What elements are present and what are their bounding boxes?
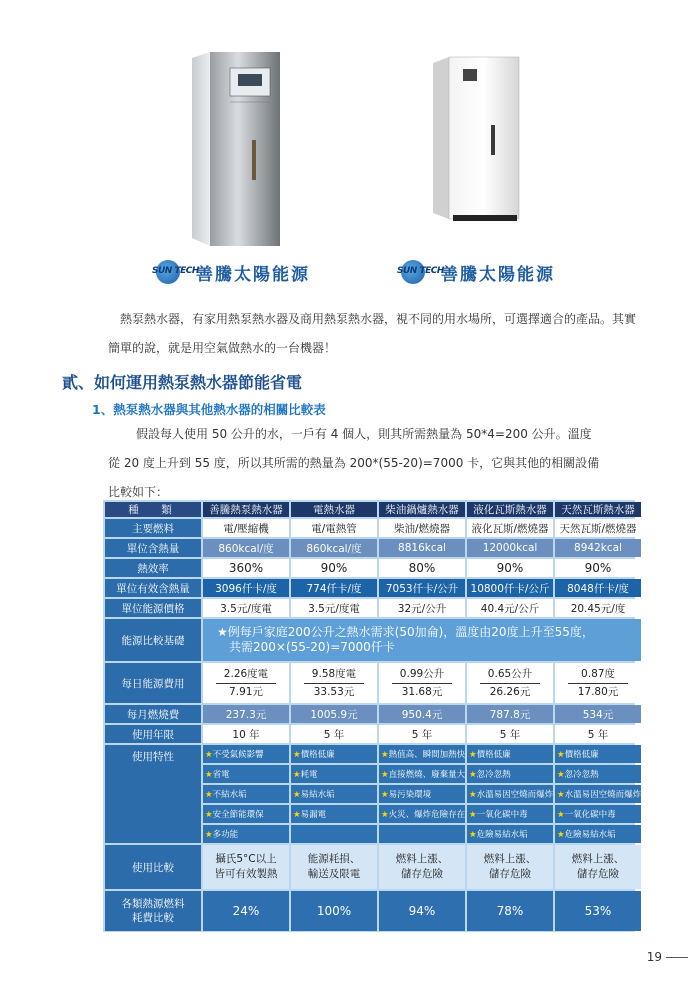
table-cell: 860kcal/度 <box>291 539 377 557</box>
table-cell: 100% <box>291 891 377 931</box>
efficiency-row <box>105 559 641 577</box>
intro-paragraph: 熱泵熱水器，有家用熱泵熱水器及商用熱泵熱水器，視不同的用水場所，可選擇適合的產品。其實簡單的說，就是用空氣做熱水的一台機器！ <box>108 312 637 355</box>
table-cell: 860kcal/度 <box>203 539 289 557</box>
feature-cell <box>291 825 377 843</box>
feature-cell: ★多功能 <box>203 825 289 843</box>
feature-cell: ★忽冷忽熱 <box>555 765 641 783</box>
table-cell: 燃料上漲、 儲存危險 <box>379 845 465 889</box>
table-cell: 78% <box>467 891 553 931</box>
paragraph-line: 從 20 度上升到 55 度，所以其所需的熱量為 200*(55-20)=7000 卡，它與其他的相關設備 <box>108 456 600 470</box>
feature-cell: ★易污染環境 <box>379 785 465 803</box>
star-icon: ★ <box>205 750 213 760</box>
suntech-logo-left <box>150 258 310 286</box>
table-cell: 燃料上漲、 儲存危險 <box>467 845 553 889</box>
star-icon: ★ <box>293 770 301 780</box>
table-cell: 0.65公升 26.26元 <box>467 663 553 703</box>
table-cell: 787.8元 <box>467 705 553 723</box>
header-row <box>105 502 641 517</box>
table-cell: 5 年 <box>379 725 465 743</box>
star-icon: ★ <box>469 790 477 800</box>
table-cell: 5 年 <box>291 725 377 743</box>
feature-cell <box>379 825 465 843</box>
feature-cell: ★省電 <box>203 765 289 783</box>
table-cell: 5 年 <box>467 725 553 743</box>
table-cell: 0.99公升 31.68元 <box>379 663 465 703</box>
row-label: 熱效率 <box>105 559 201 577</box>
table-cell: 液化瓦斯/燃燒器 <box>467 519 553 537</box>
feature-cell: ★價格低廉 <box>555 745 641 763</box>
row-label: 單位含熱量 <box>105 539 201 557</box>
star-icon: ★ <box>381 770 389 780</box>
page-rule <box>666 957 688 958</box>
suntech-logo-right <box>395 258 555 286</box>
row-label: 每月燃燒費 <box>105 705 201 723</box>
star-icon: ★ <box>557 830 565 840</box>
row-label: 單位能源價格 <box>105 599 201 617</box>
table-cell: 360% <box>203 559 289 577</box>
table-cell: 90% <box>291 559 377 577</box>
star-icon: ★ <box>469 810 477 820</box>
paragraph-line: 比較如下： <box>108 485 169 499</box>
star-icon: ★ <box>293 750 301 760</box>
feature-cell: ★易結水垢 <box>291 785 377 803</box>
feature-cell: ★危險易結水垢 <box>467 825 553 843</box>
table-cell: 3.5元/度電 <box>291 599 377 617</box>
row-label: 各類熱源燃料 耗費比較 <box>105 891 201 931</box>
table-cell: 90% <box>555 559 641 577</box>
sun-logo-icon: SUN TECH <box>395 258 437 286</box>
row-label: 主要燃料 <box>105 519 201 537</box>
basis-note <box>203 619 641 661</box>
heat-pump-unit-image-right <box>433 55 521 223</box>
table-cell: 10800仟卡/公斤 <box>467 579 553 597</box>
star-icon: ★ <box>381 810 389 820</box>
feature-cell: ★價格低廉 <box>467 745 553 763</box>
table-cell: 3096仟卡/度 <box>203 579 289 597</box>
header-cell: 柴油鍋爐熱水器 <box>379 502 465 517</box>
star-icon: ★ <box>205 790 213 800</box>
heat-pump-unit-image-left <box>190 50 282 248</box>
star-icon: ★ <box>469 830 477 840</box>
table-cell: 8942kcal <box>555 539 641 557</box>
star-icon: ★ <box>205 770 213 780</box>
star-icon: ★ <box>469 770 477 780</box>
table-cell: 天然瓦斯/燃燒器 <box>555 519 641 537</box>
table-cell: 燃料上漲、 儲存危險 <box>555 845 641 889</box>
feature-cell: ★耗電 <box>291 765 377 783</box>
row-label: 使用比較 <box>105 845 201 889</box>
header-cell: 液化瓦斯熱水器 <box>467 502 553 517</box>
heat-row <box>105 539 641 557</box>
table-cell: 8048仟卡/度 <box>555 579 641 597</box>
table-cell: 8816kcal <box>379 539 465 557</box>
star-icon: ★ <box>205 810 213 820</box>
ratio-row <box>105 891 641 931</box>
table-cell: 774仟卡/度 <box>291 579 377 597</box>
feature-cell: ★價格低廉 <box>291 745 377 763</box>
row-label: 使用特性 <box>105 745 201 843</box>
sub-title: 1、熱泵熱水器與其他熱水器的相關比較表 <box>92 402 326 417</box>
star-icon: ★ <box>293 790 301 800</box>
table-cell: 電/壓縮機 <box>203 519 289 537</box>
table-cell: 32元/公升 <box>379 599 465 617</box>
header-cell: 善騰熱泵熱水器 <box>203 502 289 517</box>
page-number: 19 <box>647 950 688 964</box>
feature-cell: ★一氧化碳中毒 <box>555 805 641 823</box>
table-cell: 534元 <box>555 705 641 723</box>
feature-cell: ★熱值高、瞬間加熱快 <box>379 745 465 763</box>
star-icon: ★ <box>557 790 565 800</box>
comparison-row <box>105 845 641 889</box>
header-cell: 種 類 <box>105 502 201 517</box>
table-cell: 5 年 <box>555 725 641 743</box>
table-cell: 2.26度電 7.91元 <box>203 663 289 703</box>
star-icon: ★ <box>469 750 477 760</box>
header-cell: 天然瓦斯熱水器 <box>555 502 641 517</box>
table-cell: 24% <box>203 891 289 931</box>
table-cell: 20.45元/度 <box>555 599 641 617</box>
brand-name: 善騰太陽能源 <box>196 264 310 285</box>
monthly-cost-row <box>105 705 641 723</box>
feature-cell: ★安全節能環保 <box>203 805 289 823</box>
feature-cell: ★忽冷忽熱 <box>467 765 553 783</box>
table-cell: 80% <box>379 559 465 577</box>
brand-name: 善騰太陽能源 <box>441 264 555 285</box>
feature-cell: ★易漏電 <box>291 805 377 823</box>
table-cell: 7053仟卡/公升 <box>379 579 465 597</box>
row-label: 每日能源費用 <box>105 663 201 703</box>
row-label: 能源比較基礎 <box>105 619 201 661</box>
table-cell: 53% <box>555 891 641 931</box>
lifespan-row <box>105 725 641 743</box>
basis-row <box>105 619 641 661</box>
basis-line: ★例每戶家庭200公升之熱水需求(50加侖)，溫度由20度上升至55度， <box>217 625 594 639</box>
table-cell: 10 年 <box>203 725 289 743</box>
comparison-table <box>103 500 641 932</box>
feature-cell: ★危險易結水垢 <box>555 825 641 843</box>
feature-cell: ★水溫易因空燒而爆炸 <box>555 785 641 803</box>
table-cell: 3.5元/度電 <box>203 599 289 617</box>
feature-cell: ★不結水垢 <box>203 785 289 803</box>
table-cell: 能源耗損、 輸送及限電 <box>291 845 377 889</box>
price-row <box>105 599 641 617</box>
table-cell: 攝氏5°C以上 皆可有效製熱 <box>203 845 289 889</box>
feature-cell: ★不受氣候影響 <box>203 745 289 763</box>
feature-cell: ★一氧化碳中毒 <box>467 805 553 823</box>
table-cell: 9.58度電 33.53元 <box>291 663 377 703</box>
table-cell: 12000kcal <box>467 539 553 557</box>
table-cell: 237.3元 <box>203 705 289 723</box>
star-icon: ★ <box>557 770 565 780</box>
basis-line: 共需200×(55-20)=7000仟卡 <box>229 640 395 654</box>
star-icon: ★ <box>205 830 213 840</box>
assumption-paragraph <box>108 420 638 507</box>
star-icon: ★ <box>557 750 565 760</box>
table-cell: 950.4元 <box>379 705 465 723</box>
star-icon: ★ <box>293 810 301 820</box>
sun-logo-icon: SUN TECH <box>150 258 192 286</box>
table-cell: 90% <box>467 559 553 577</box>
row-label: 單位有效含熱量 <box>105 579 201 597</box>
star-icon: ★ <box>557 810 565 820</box>
star-icon: ★ <box>381 790 389 800</box>
paragraph-line: 假設每人使用 50 公升的水，一戶有 4 個人，則其所需熱量為 50*4=200 公升。溫度 <box>136 427 592 441</box>
fuel-row <box>105 519 641 537</box>
table-cell: 電/電熱管 <box>291 519 377 537</box>
header-cell: 電熱水器 <box>291 502 377 517</box>
table-cell: 94% <box>379 891 465 931</box>
row-label: 使用年限 <box>105 725 201 743</box>
star-icon: ★ <box>381 750 389 760</box>
feature-cell: ★火災、爆炸危險存在 <box>379 805 465 823</box>
effective-heat-row <box>105 579 641 597</box>
table-cell: 40.4元/公斤 <box>467 599 553 617</box>
daily-cost-row <box>105 663 641 703</box>
table-cell: 0.87度 17.80元 <box>555 663 641 703</box>
feature-cell: ★直接燃燒、廢棄量大 <box>379 765 465 783</box>
table-cell: 1005.9元 <box>291 705 377 723</box>
feature-cell: ★水溫易因空燒而爆炸 <box>467 785 553 803</box>
feature-row <box>105 745 641 763</box>
table-cell: 柴油/燃燒器 <box>379 519 465 537</box>
section-title: 貳、如何運用熱泵熱水器節能省電 <box>62 373 303 392</box>
